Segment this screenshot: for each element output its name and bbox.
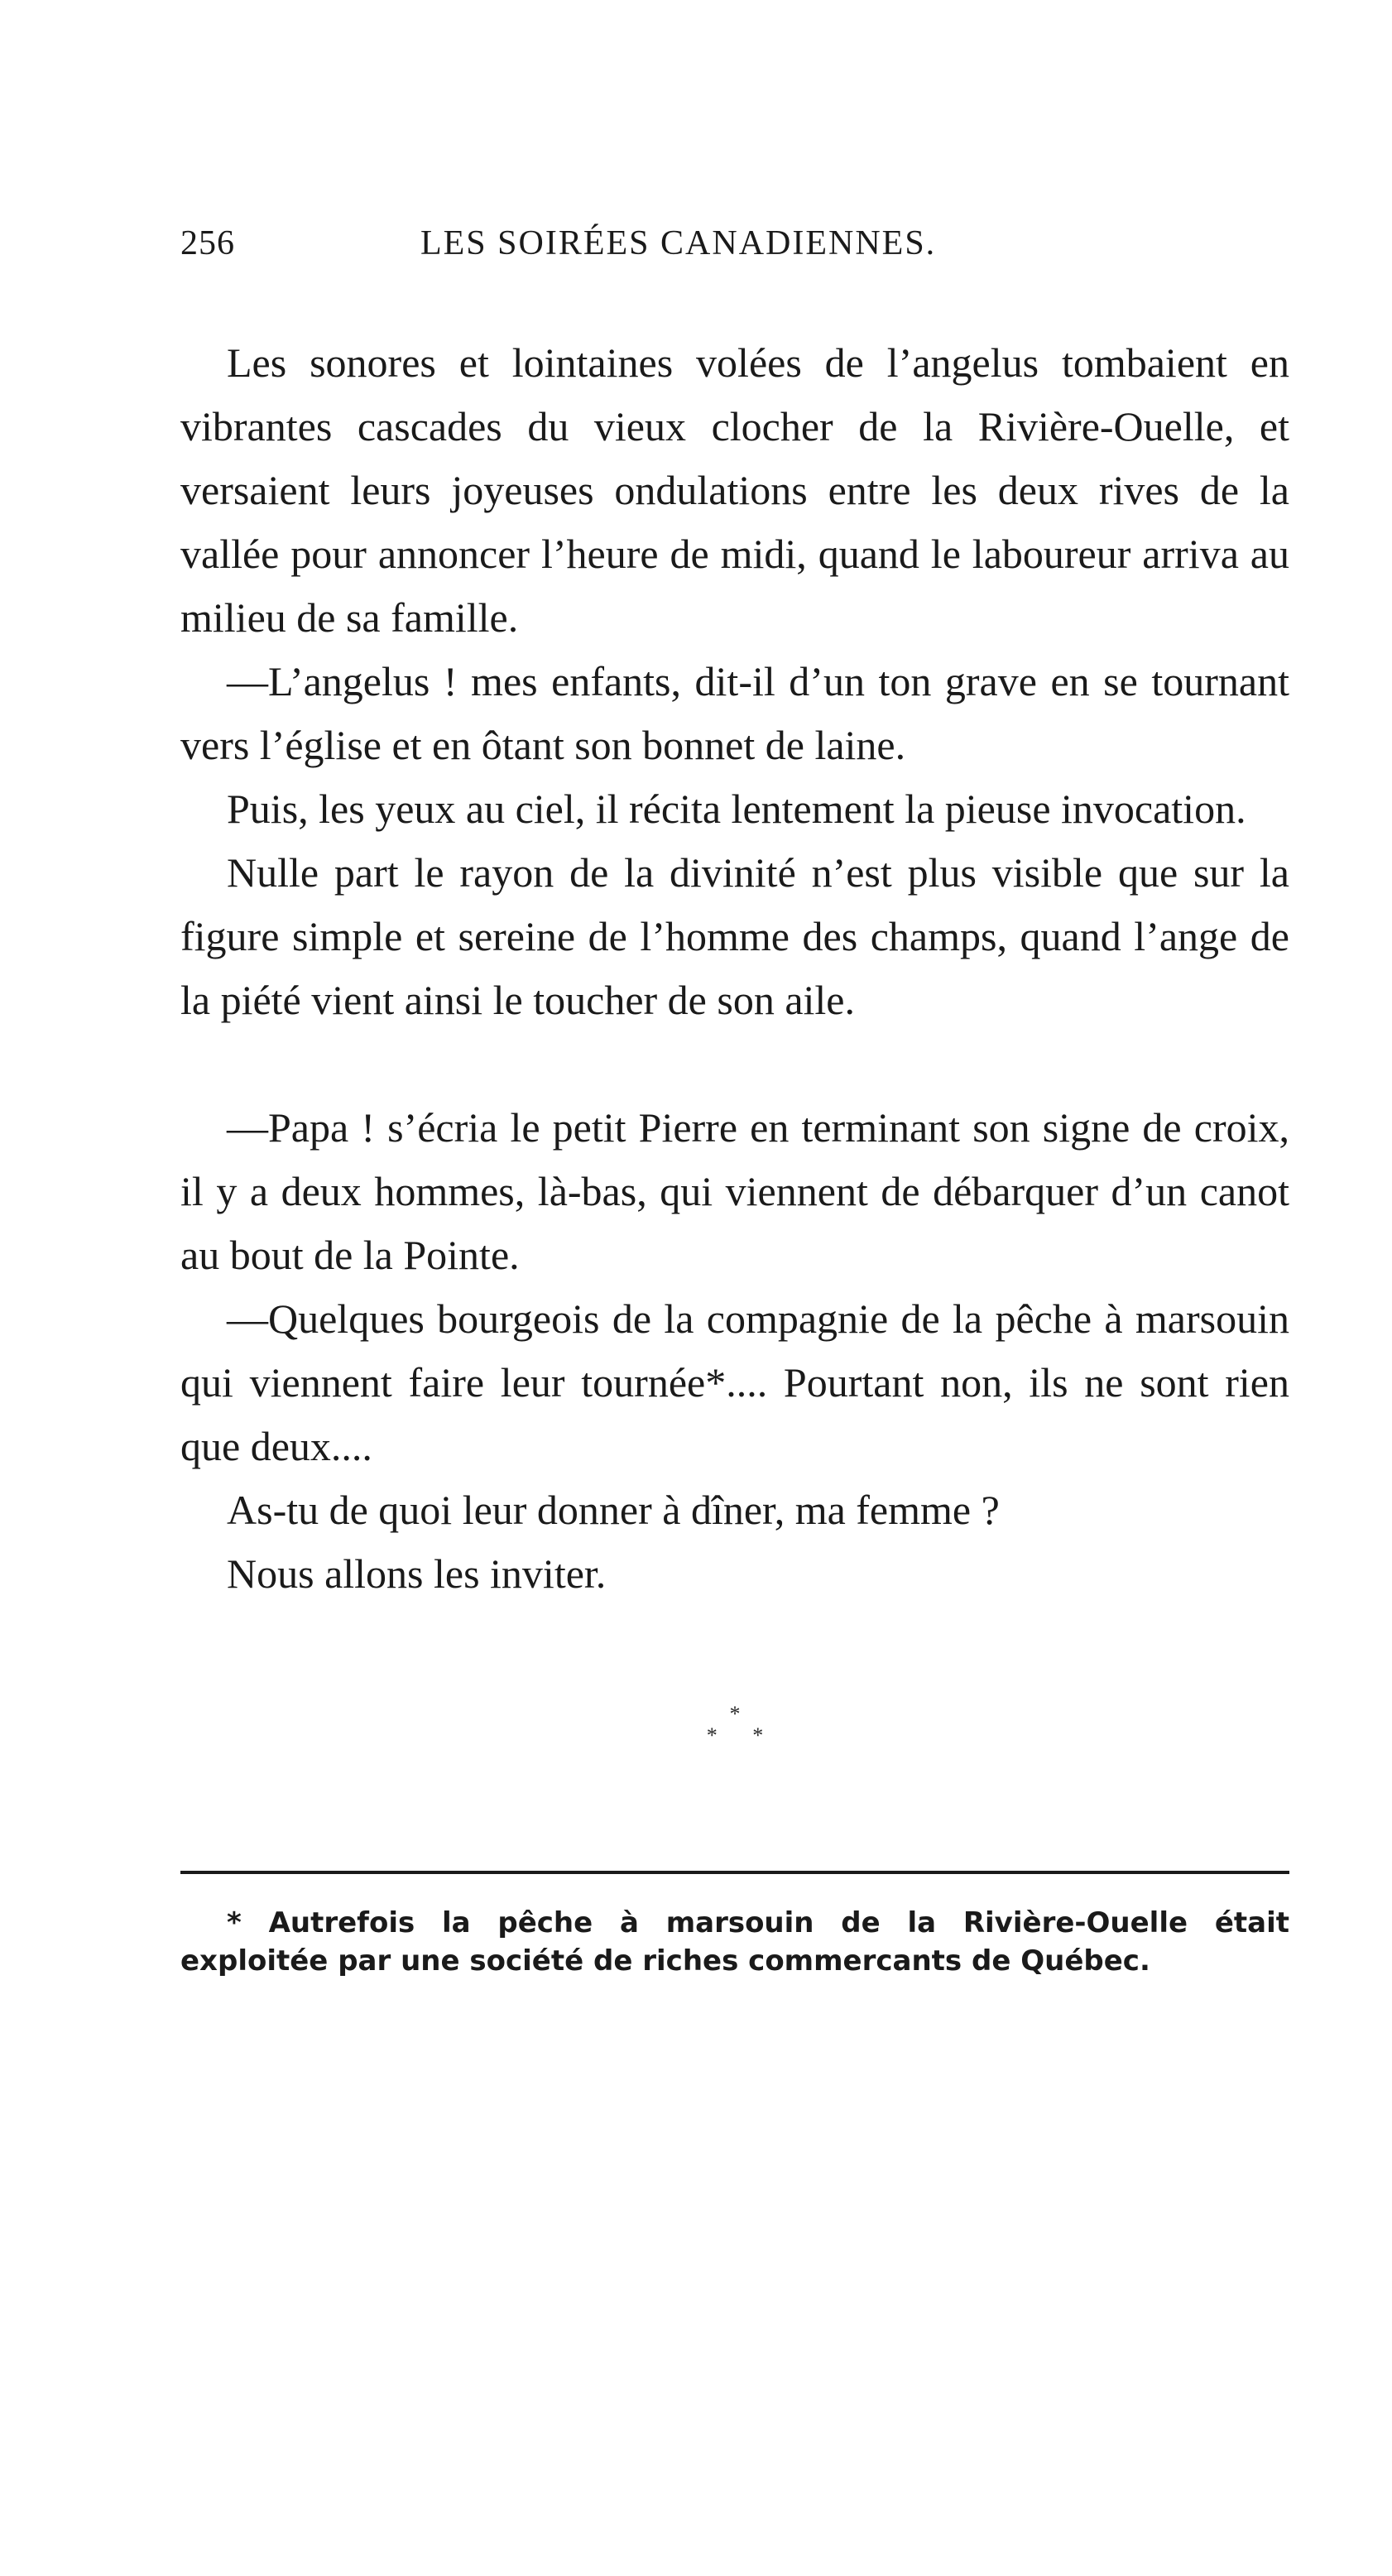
page-number: 256: [180, 224, 235, 262]
paragraph-prayer: Puis, les yeux au ciel, il récita lentement la pieuse invocation.: [227, 786, 1246, 832]
footnote: * Autrefois la pêche à marsouin de la Rivière-Ouelle était exploitée par une société de riches commercants de Québec.: [180, 1906, 1289, 1978]
asterism-bottom-stars: * *: [706, 1723, 779, 1747]
paragraph-invite: Nous allons les inviter.: [227, 1550, 607, 1597]
paragraph-dinner-question: As-tu de quoi leur donner à dîner, ma femme ?: [227, 1487, 1000, 1533]
paragraph-pierre: —Papa ! s’écria le petit Pierre en terminant son signe de croix, il y a deux hommes, là-bas, qui viennent de débarquer d’un canot au bout de la Pointe.: [180, 1104, 1289, 1278]
paragraph-divinity: Nulle part le rayon de la divinité n’est plus visible que sur la figure simple et sereine de l’homme des champs, quand l’ange de la piété vient ainsi le toucher de son aile.: [180, 849, 1289, 1023]
running-head: [180, 223, 1289, 273]
running-title: LES SOIRÉES CANADIENNES.: [420, 224, 937, 262]
paragraph-angelus-speech: —L’angelus ! mes enfants, dit-il d’un ton grave en se tournant vers l’église et en ôtant son bonnet de laine.: [180, 658, 1289, 768]
paragraph-angelus-bells: Les sonores et lointaines volées de l’angelus tombaient en vibrantes cascades du vieux clocher de la Rivière-Ouelle, et versaient leurs joyeuses ondulations entre les deux rives de la vallée pour annoncer l’heure de midi, quand le laboureur arriva au milieu de sa famille.: [180, 339, 1289, 641]
book-page: [180, 223, 1289, 2008]
body-text: [180, 331, 1289, 1606]
footnote-rule: [180, 1871, 1289, 1874]
section-break-asterism: [180, 1704, 1289, 1747]
asterism-top-star: *: [729, 1702, 741, 1726]
paragraph-bourgeois: —Quelques bourgeois de la compagnie de la pêche à marsouin qui viennent faire leur tournée*.... Pourtant non, ils ne sont rien que deux....: [180, 1295, 1289, 1469]
